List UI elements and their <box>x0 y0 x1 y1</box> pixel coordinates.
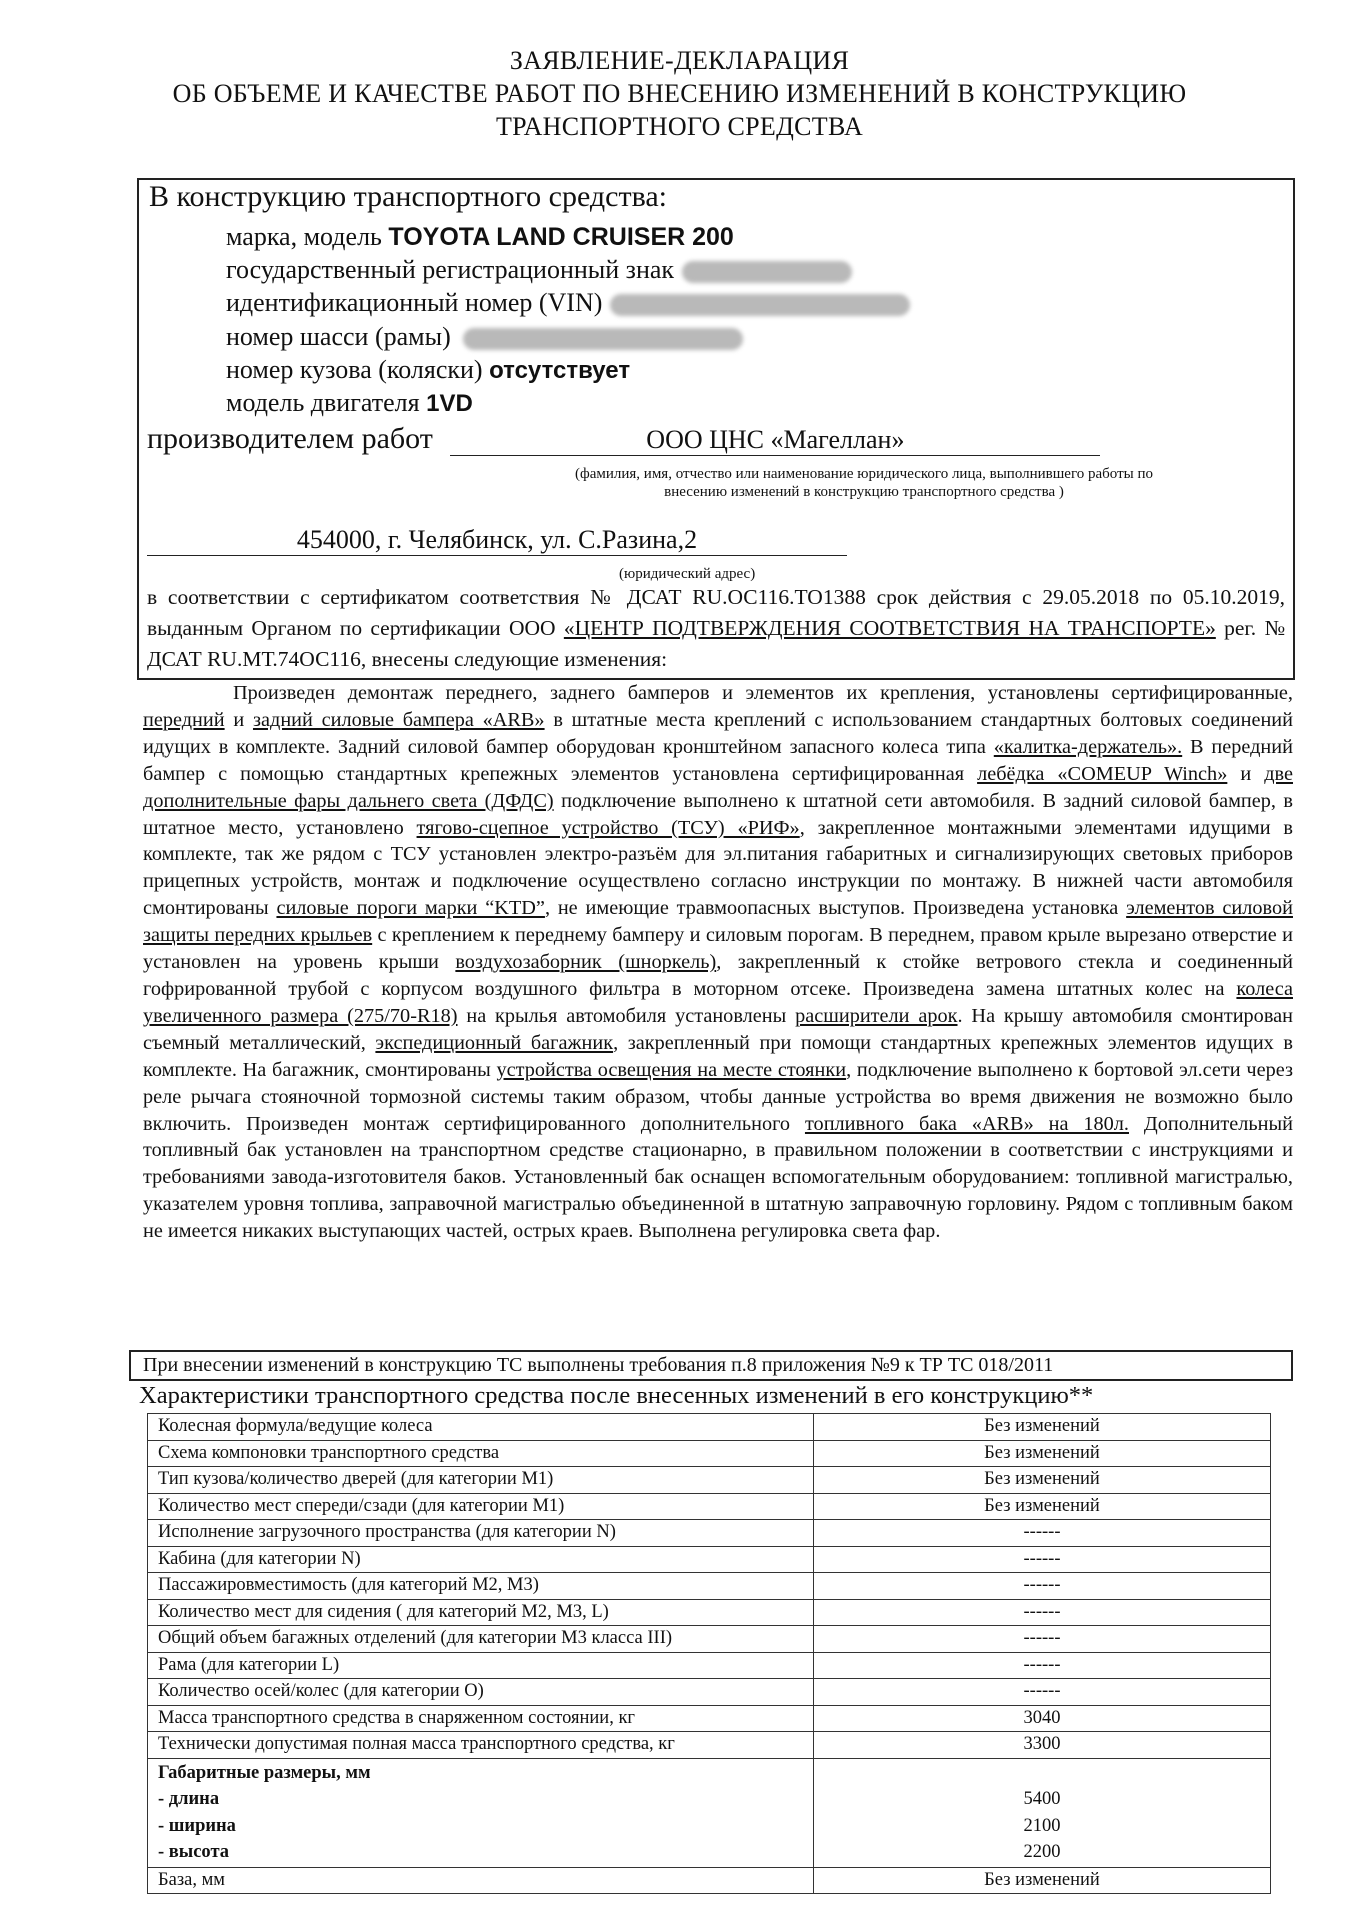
chassis-label: номер шасси (рамы) <box>226 322 451 351</box>
changes-segment: и <box>1227 762 1265 785</box>
changes-highlight: элементов силовой защиты передних крыльев <box>143 897 1293 947</box>
spec-value: ------ <box>814 1599 1271 1626</box>
changes-segment: . На крышу автомобиля смонтирован съемный металлический, <box>143 1004 1293 1054</box>
characteristics-title: Характеристики транспортного средства после внесенных изменений в его конструкцию** <box>139 1382 1094 1409</box>
changes-highlight: экспедиционный багажник <box>375 1031 614 1054</box>
changes-highlight: лебёдка «COMEUP Winch» <box>977 762 1228 785</box>
changes-highlight: силовые пороги марки “KTD” <box>276 897 545 920</box>
spacer <box>824 1760 1260 1787</box>
spec-name: Пассажировместимость (для категорий М2, М3) <box>148 1573 814 1600</box>
table-row <box>148 1467 1271 1494</box>
changes-segment: подключение выполнено к штатной сети автомобиля. В задний силовой бампер, в штатное место, установлено <box>143 789 1293 839</box>
width-label: - ширина <box>158 1815 236 1836</box>
spec-name: Тип кузова/количество дверей (для категории М1) <box>148 1467 814 1494</box>
dimensions-labels <box>148 1758 814 1867</box>
changes-highlight: воздухозаборник (шноркель) <box>455 951 717 974</box>
address-row <box>147 525 847 556</box>
changes-segment: с креплением к переднему бамперу и силовым порогам. В переднем, правом крыле вырезано отверстие и установлен на уровень крыши <box>143 924 1293 974</box>
body-label: номер кузова (коляски) <box>226 355 483 384</box>
spec-value: 3040 <box>814 1705 1271 1732</box>
producer-note <box>499 465 1229 501</box>
length-value: 5400 <box>1023 1789 1061 1810</box>
engine-value: 1VD <box>426 390 473 417</box>
spec-name: Масса транспортного средства в снаряженном состоянии, кг <box>148 1705 814 1732</box>
changes-segment: Произведен демонтаж переднего, заднего бамперов и элементов их крепления, установлены сертифицированные, <box>233 682 1293 704</box>
changes-highlight: топливного бака «ARB» на 180л. <box>804 1112 1129 1135</box>
table-row <box>148 1573 1271 1600</box>
title-line-1: ЗАЯВЛЕНИЕ-ДЕКЛАРАЦИЯ <box>509 46 850 75</box>
changes-highlight: задний силовые бамперa «ARB» <box>252 708 545 731</box>
redacted-reg <box>682 261 852 283</box>
vehicle-intro: В конструкцию транспортного средства: <box>149 180 667 213</box>
certificate-org: «ЦЕНТР ПОДТВЕРЖДЕНИЯ СООТВЕТСТВИЯ НА ТРАНСПОРТЕ» <box>563 616 1216 640</box>
table-row <box>148 1626 1271 1653</box>
table-row <box>148 1679 1271 1706</box>
body-value: отсутствует <box>489 357 631 384</box>
changes-highlight: колеса увеличенного размера (275/70-R18) <box>143 977 1293 1027</box>
producer-label: производителем работ <box>147 422 433 455</box>
table-row <box>148 1414 1271 1441</box>
table-row <box>148 1732 1271 1759</box>
changes-segment: и <box>224 708 253 731</box>
changes-segment: В передний бампер с помощью стандартных крепежных элементов установлена сертифицированная <box>143 735 1293 785</box>
vin-label: идентификационный номер (VIN) <box>226 288 603 317</box>
changes-highlight: расширители арок <box>795 1004 958 1027</box>
spec-value: ------ <box>814 1573 1271 1600</box>
producer-row <box>147 422 1100 456</box>
changes-segment: , закрепленное монтажными элементами идущими в комплекте, так же рядом с ТСУ установлен электро-разъём для эл.питания габаритных и сигнализирующих световых приборов прицепных устройств, монтаж и подключение осуществлено согласно инструкции по монтажу. В нижней части автомобиля смонтированы <box>143 816 1293 920</box>
spec-name: Кабина (для категории N) <box>148 1546 814 1573</box>
table-row <box>148 1520 1271 1547</box>
body-row <box>226 355 630 385</box>
engine-row <box>226 388 473 418</box>
changes-segment: , не имеющие травмоопасных выступов. Произведена установка <box>544 897 1127 920</box>
changes-highlight: передний <box>143 708 225 731</box>
spec-name: Исполнение загрузочного пространства (для категории N) <box>148 1520 814 1547</box>
changes-highlight: «калитка-держатель». <box>993 735 1183 758</box>
redacted-chassis <box>463 328 743 350</box>
vin-row <box>226 288 910 318</box>
requirements-box: При внесении изменений в конструкцию ТС выполнены требования п.8 приложения №9 к ТР ТС 018/2011 <box>129 1350 1293 1381</box>
certificate-part-2: рег. № ДСАТ RU.МТ.74ОС116, внесены следующие изменения: <box>147 616 1285 671</box>
redacted-vin <box>610 294 910 316</box>
spec-value: Без изменений <box>814 1867 1271 1894</box>
table-row <box>148 1705 1271 1732</box>
brand-value: TOYOTA LAND CRUISER 200 <box>388 223 734 251</box>
changes-segment: , закрепленный к стойке ветрового стекла и соединенный гофрированной трубой с корпусом воздушного фильтра в моторном отсеке. Произведена замена штатных колес на <box>143 951 1293 1000</box>
dimensions-values <box>814 1758 1271 1867</box>
table-row <box>148 1867 1271 1894</box>
spec-name: База, мм <box>148 1867 814 1894</box>
table-row <box>148 1546 1271 1573</box>
spec-name: Рама (для категории L) <box>148 1652 814 1679</box>
changes-segment: на крылья автомобиля установлены <box>457 1004 796 1027</box>
height-label: - высота <box>158 1842 230 1863</box>
spec-value: ------ <box>814 1626 1271 1653</box>
changes-segment: , закрепленный при помощи стандартных крепежных элементов идущих в комплекте. На багажник, смонтированы <box>143 1031 1293 1081</box>
spec-value: Без изменений <box>814 1414 1271 1441</box>
address-note: (юридический адрес) <box>619 566 756 582</box>
characteristics-table <box>147 1413 1271 1894</box>
changes-description <box>143 680 1293 1245</box>
table-row <box>148 1493 1271 1520</box>
producer-note-1: (фамилия, имя, отчество или наименование юридического лица, выполнившего работы по <box>574 466 1153 482</box>
reg-row <box>226 255 852 285</box>
table-row-dimensions <box>148 1758 1271 1867</box>
dimensions-title: Габаритные размеры, мм <box>158 1762 371 1783</box>
spec-name: Количество осей/колес (для категории О) <box>148 1679 814 1706</box>
length-label: - длина <box>158 1789 220 1810</box>
spec-name: Технически допустимая полная масса транспортного средства, кг <box>148 1732 814 1759</box>
producer-name: ООО ЦНС «Магеллан» <box>450 425 1100 456</box>
table-row <box>148 1652 1271 1679</box>
changes-highlight: две дополнительные фары дальнего света (ДФДС) <box>143 762 1293 812</box>
brand-row <box>226 222 734 252</box>
table-row <box>148 1599 1271 1626</box>
address-value: 454000, г. Челябинск, ул. С.Разина,2 <box>147 525 847 556</box>
changes-highlight: тягово-сцепное устройство (ТСУ) «РИФ» <box>416 816 800 839</box>
brand-label: марка, модель <box>226 222 382 251</box>
certificate-text <box>147 582 1285 675</box>
changes-segment: , подключение выполнено к бортовой эл.сети через реле рычага стояночной тормозной системы таким образом, чтобы данные устройства во время движения не возможно было включить. Произведен монтаж сертифицированного дополнительного <box>143 1058 1293 1135</box>
spec-name: Общий объем багажных отделений (для категории М3 класса III) <box>148 1626 814 1653</box>
width-value: 2100 <box>1023 1815 1061 1836</box>
engine-label: модель двигателя <box>226 388 420 417</box>
height-value: 2200 <box>1023 1842 1061 1863</box>
spec-value: ------ <box>814 1652 1271 1679</box>
title-line-2: ОБ ОБЪЕМЕ И КАЧЕСТВЕ РАБОТ ПО ВНЕСЕНИЮ ИЗМЕНЕНИЙ В КОНСТРУКЦИЮ <box>172 79 1187 108</box>
title-line-3: ТРАНСПОРТНОГО СРЕДСТВА <box>495 112 864 141</box>
changes-highlight: устройства освещения на месте стоянки <box>496 1058 847 1081</box>
spec-value: Без изменений <box>814 1467 1271 1494</box>
spec-value: ------ <box>814 1546 1271 1573</box>
spec-name: Количество мест для сидения ( для категорий М2, М3, L) <box>148 1599 814 1626</box>
reg-label: государственный регистрационный знак <box>226 255 675 284</box>
vehicle-info-box <box>137 178 1295 680</box>
spec-name: Колесная формула/ведущие колеса <box>148 1414 814 1441</box>
producer-note-2: внесению изменений в конструкцию транспортного средства ) <box>664 484 1064 500</box>
spec-value: Без изменений <box>814 1440 1271 1467</box>
chassis-row <box>226 322 743 352</box>
document-title <box>0 44 1359 143</box>
certificate-part-1: в соответствии с сертификатом соответствия № ДСАТ RU.ОС116.ТО1388 срок действия с 29.05.2018 по 05.10.2019, выданным Органом по сертификации ООО <box>147 585 1285 640</box>
changes-segment: Дополнительный топливный бак установлен на транспортном средстве стационарно, в правильном положении в соответствии с инструкциями и требованиями завода-изготовителя баков. Установленный бак оснащен вспомогательным оборудованием: топливной магистралью, указателем уровня топлива, заправочной магистралью объединенной в штатную заправочную горловину. Рядом с топливным баком не имеется никаких выступающих частей, острых краев. Выполнена регулировка света фар. <box>143 1112 1294 1243</box>
spec-name: Схема компоновки транспортного средства <box>148 1440 814 1467</box>
table-row <box>148 1440 1271 1467</box>
spec-value: 3300 <box>814 1732 1271 1759</box>
spec-value: Без изменений <box>814 1493 1271 1520</box>
spec-value: ------ <box>814 1679 1271 1706</box>
changes-segment: в штатные места креплений с использованием стандартных болтовых соединений идущих в комплекте. Задний силовой бампер оборудован кронштейном запасного колеса типа <box>143 708 1294 758</box>
spec-value: ------ <box>814 1520 1271 1547</box>
spec-name: Количество мест спереди/сзади (для категории М1) <box>148 1493 814 1520</box>
